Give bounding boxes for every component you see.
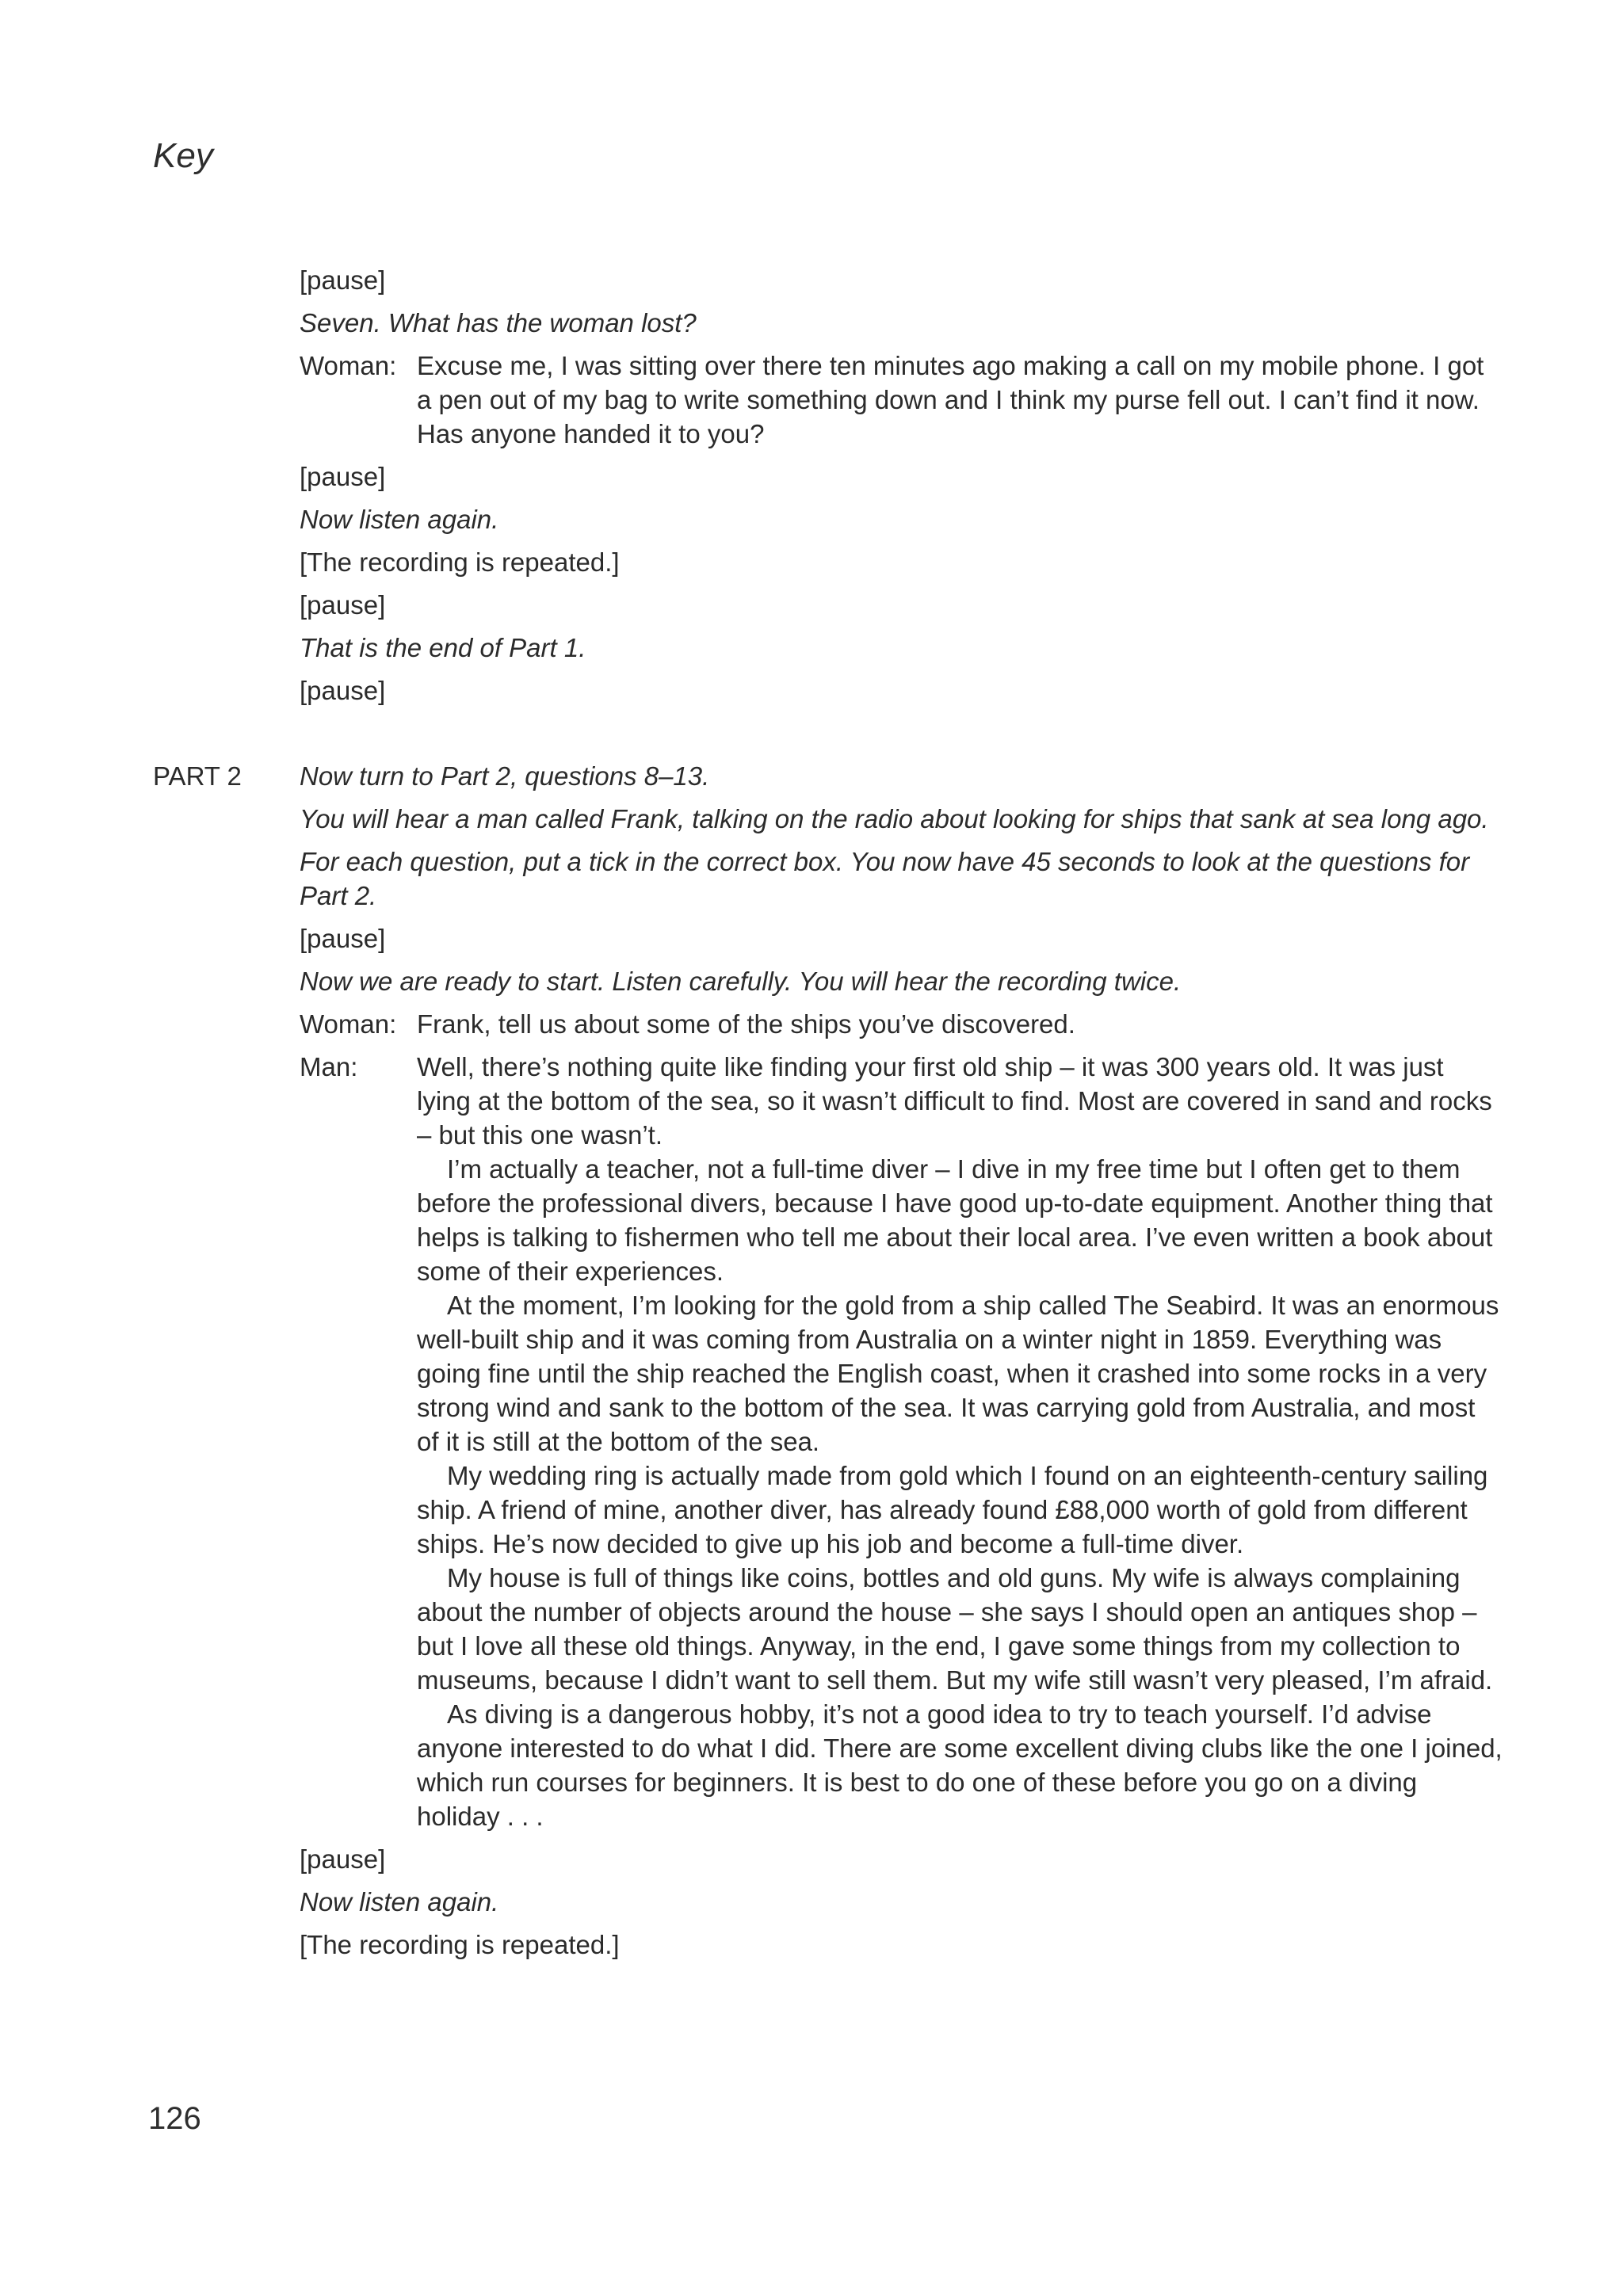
speaker-name: Woman:: [300, 1009, 397, 1039]
part1-transcript: [300, 263, 1504, 716]
stage-direction: [The recording is repeated.]: [300, 1930, 620, 1959]
stage-direction: [pause]: [300, 676, 386, 705]
speech-paragraph: At the moment, I’m looking for the gold from a ship called The Seabird. It was an enormous well-built ship and it was coming from Australia on a winter night in 1859. Everything was going fine until the ship reached the English coast, when it crashed into some rocks in a very strong wind and sank to the bottom of the sea. It was carrying gold from Australia, and most of it is still at the bottom of the sea.: [417, 1291, 1499, 1456]
speaker-turn: [300, 1007, 1504, 1041]
speaker-turn: [300, 349, 1504, 451]
part2-transcript: [300, 759, 1504, 1970]
stage-direction: [pause]: [300, 462, 386, 491]
stage-direction: [The recording is repeated.]: [300, 547, 620, 577]
instruction-line: You will hear a man called Frank, talking on the radio about looking for ships that sank at sea long ago.: [300, 804, 1489, 833]
instruction-line: Now turn to Part 2, questions 8–13.: [300, 761, 710, 791]
speech-paragraph: I’m actually a teacher, not a full-time diver – I dive in my free time but I often get to them before the professional divers, because I have good up-to-date equipment. Another thing that helps is talking to fishermen who tell me about their local area. I’ve even written a book about some of their experiences.: [417, 1154, 1493, 1286]
speaker-text: [417, 1007, 1504, 1041]
stage-direction: [pause]: [300, 265, 386, 295]
page-header-key: Key: [153, 136, 213, 175]
page-number: 126: [148, 2101, 201, 2136]
instruction-line: Now listen again.: [300, 505, 499, 534]
instruction-line: That is the end of Part 1.: [300, 633, 586, 662]
speaker-turn: [300, 1050, 1504, 1833]
speech-paragraph: Well, there’s nothing quite like finding your first old ship – it was 300 years old. It was just lying at the bottom of the sea, so it wasn’t difficult to find. Most are covered in sand and rocks – but this one wasn’t.: [417, 1052, 1492, 1150]
instruction-line: Seven. What has the woman lost?: [300, 308, 697, 338]
stage-direction: [pause]: [300, 590, 386, 620]
speech-paragraph: My wedding ring is actually made from gold which I found on an eighteenth-century sailing ship. A friend of mine, another diver, has already found £88,000 worth of gold from different ships. He’s now decided to give up his job and become a full-time diver.: [417, 1461, 1488, 1558]
stage-direction: [pause]: [300, 924, 386, 953]
speech-paragraph: Excuse me, I was sitting over there ten minutes ago making a call on my mobile phone. I got a pen out of my bag to write something down and I think my purse fell out. I can’t find it now. Has anyone handed it to you?: [417, 351, 1484, 448]
instruction-line: Now listen again.: [300, 1887, 499, 1917]
speech-paragraph: Frank, tell us about some of the ships you’ve discovered.: [417, 1009, 1075, 1039]
instruction-line: For each question, put a tick in the correct box. You now have 45 seconds to look at the questions for Part 2.: [300, 847, 1470, 910]
speaker-name: Woman:: [300, 351, 397, 380]
speech-paragraph: My house is full of things like coins, bottles and old guns. My wife is always complaining about the number of objects around the house – she says I should open an antiques shop – but I love all these old things. Anyway, in the end, I gave some things from my collection to museums, because I didn’t want to sell them. But my wife still wasn’t very pleased, I’m afraid.: [417, 1563, 1493, 1695]
speaker-text: [417, 349, 1504, 451]
speaker-name: Man:: [300, 1052, 358, 1081]
speaker-text: [417, 1050, 1504, 1833]
speech-paragraph: As diving is a dangerous hobby, it’s not a good idea to try to teach yourself. I’d advise anyone interested to do what I did. There are some excellent diving clubs like the one I joined, which run courses for beginners. It is best to do one of these before you go on a diving holiday . . .: [417, 1699, 1503, 1831]
stage-direction: [pause]: [300, 1844, 386, 1874]
instruction-line: Now we are ready to start. Listen carefully. You will hear the recording twice.: [300, 967, 1182, 996]
part-2-label: PART 2: [153, 761, 242, 791]
